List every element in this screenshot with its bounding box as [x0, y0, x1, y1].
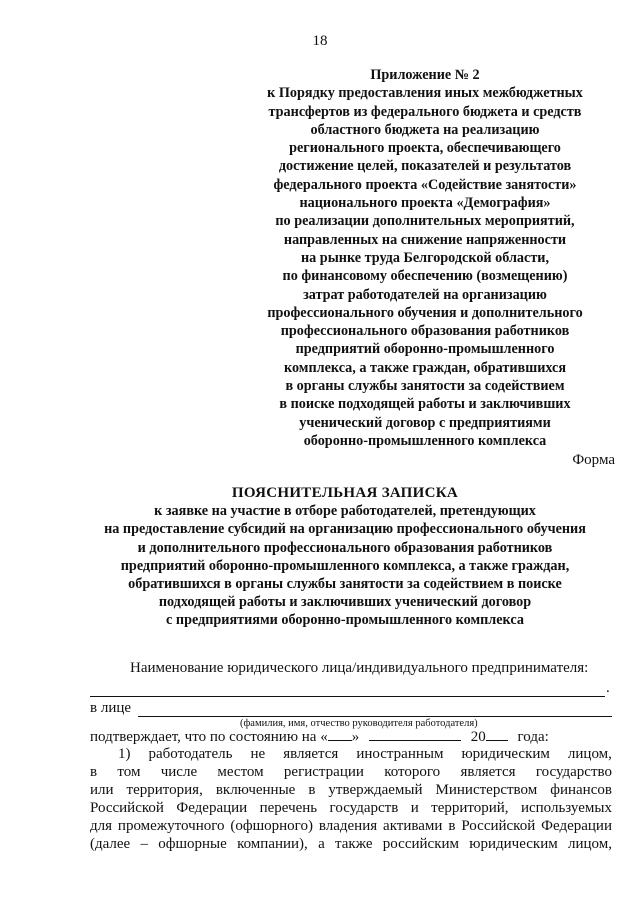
form-label: Форма [572, 452, 615, 468]
para-word: утверждаемый [328, 782, 423, 798]
appendix-line: затрат работодателей на организацию [303, 286, 547, 303]
note-line: и дополнительного профессионального образования работников [137, 539, 553, 556]
para-word: Российской [90, 800, 164, 816]
para-word: – [140, 836, 148, 852]
para-word: лицом, [567, 746, 612, 762]
para-word: является [460, 764, 516, 780]
para-line [90, 764, 612, 781]
para-word: местом [217, 764, 264, 780]
appendix-line: в поиске подходящей работы и заключивших [279, 396, 571, 413]
appendix-line: предприятий оборонно-промышленного [295, 341, 555, 358]
para-word: территорий, [431, 800, 509, 816]
appendix-line: направленных на снижение напряженности [283, 231, 567, 248]
person-caption: (фамилия, имя, отчество руководителя работодателя) [240, 718, 478, 729]
note-title: ПОЯСНИТЕЛЬНАЯ ЗАПИСКА [231, 485, 459, 501]
appendix-line: достижение целей, показателей и результатов [278, 158, 572, 175]
para-word: Федерации [541, 818, 612, 834]
para-word: для [90, 818, 113, 834]
appendix-line: к Порядку предоставления иных межбюджетных [267, 85, 583, 102]
para-word: финансов [550, 782, 612, 798]
para-word: числе [160, 764, 198, 780]
appendix-line: национального проекта «Демография» [299, 195, 551, 212]
appendix-line: в органы службы занятости за содействием [285, 378, 565, 395]
para-word: регистрации [283, 764, 364, 780]
line-end-period: . [606, 680, 610, 696]
confirm-suffix: года: [517, 729, 549, 745]
para-word: работодатель [148, 746, 233, 762]
appendix-line: оборонно-промышленного комплекса [303, 432, 547, 449]
para-word: или [90, 782, 114, 798]
para-word: в [90, 764, 98, 780]
person-field[interactable] [138, 716, 612, 717]
year-prefix: 20 [470, 729, 486, 745]
para-word: юридическим [469, 836, 558, 852]
confirm-prefix: подтверждает, что по состоянию на « [90, 729, 328, 745]
appendix-line: ученический договор с предприятиями [299, 414, 551, 431]
appendix-line: Приложение № 2 [370, 67, 480, 83]
appendix-line: областного бюджета на реализацию [310, 121, 540, 138]
para-word: (далее [90, 836, 131, 852]
para-word: владения [318, 818, 378, 834]
para-word: которого [384, 764, 441, 780]
note-line: предприятий оборонно-промышленного комплекса, а также граждан, [120, 557, 570, 574]
para-word: лицом, [567, 836, 612, 852]
org-name-field[interactable] [90, 696, 605, 697]
appendix-line: регионального проекта, обеспечивающего [289, 140, 561, 157]
note-line: к заявке на участие в отборе работодателей, претендующих [154, 503, 536, 520]
appendix-line: комплекса, а также граждан, обратившихся [283, 359, 567, 376]
para-word: 1) [118, 746, 131, 762]
para-word: российским [382, 836, 460, 852]
para-word: (офшорного) [230, 818, 313, 834]
explanatory-note-header [60, 484, 630, 630]
para-word: Российской [461, 818, 536, 834]
note-line: подходящей работы и заключивших ученический договор [158, 594, 532, 611]
note-line: с предприятиями оборонно-промышленного комплекса [166, 612, 524, 629]
para-word: и [410, 800, 419, 816]
para-word: иностранным [356, 746, 444, 762]
para-line [90, 800, 612, 817]
para-word: офшорные [158, 836, 227, 852]
confirm-mid: » [351, 729, 360, 745]
year-field[interactable] [486, 728, 508, 741]
person-label: в лице [90, 700, 132, 716]
confirm-line [90, 728, 612, 746]
para-word: компании), [237, 836, 308, 852]
para-line [118, 746, 612, 763]
appendix-line: трансфертов из федерального бюджета и средств [268, 103, 582, 120]
para-word: также [335, 836, 373, 852]
appendix-line: профессионального образования работников [280, 323, 570, 340]
para-word: Федерации [176, 800, 248, 816]
appendix-line: профессионального обучения и дополнительного [267, 304, 583, 321]
para-word: является [283, 746, 339, 762]
org-name-label: Наименование юридического лица/индивидуального предпринимателя: [130, 660, 589, 676]
para-word: промежуточного [117, 818, 225, 834]
para-word: а [318, 836, 325, 852]
para-word: в [448, 818, 456, 834]
appendix-line: федерального проекта «Содействие занятости» [273, 176, 577, 193]
para-word: том [117, 764, 141, 780]
appendix-line: по финансовому обеспечению (возмещению) [282, 268, 568, 285]
para-word: государств [329, 800, 399, 816]
appendix-line: по реализации дополнительных мероприятий, [275, 213, 575, 230]
para-line [90, 836, 612, 853]
month-field[interactable] [369, 728, 461, 741]
para-word: в [308, 782, 316, 798]
note-line: обратившихся в органы службы занятости за содействием в поиске [128, 576, 562, 593]
para-word: территория, [126, 782, 203, 798]
para-word: государство [535, 764, 612, 780]
day-field[interactable] [328, 728, 352, 741]
note-line: на предоставление субсидий на организацию профессионального обучения [104, 521, 586, 538]
appendix-header [240, 66, 610, 450]
para-word: Министерством [435, 782, 538, 798]
appendix-line: на рынке труда Белгородской области, [300, 249, 550, 266]
page-number: 18 [312, 33, 328, 49]
para-line [90, 782, 612, 799]
para-word: перечень [259, 800, 318, 816]
para-word: включенные [215, 782, 296, 798]
para-word: используемых [520, 800, 612, 816]
para-word: юридическим [461, 746, 550, 762]
para-word: активами [383, 818, 443, 834]
para-word: не [250, 746, 266, 762]
para-line [90, 818, 612, 835]
